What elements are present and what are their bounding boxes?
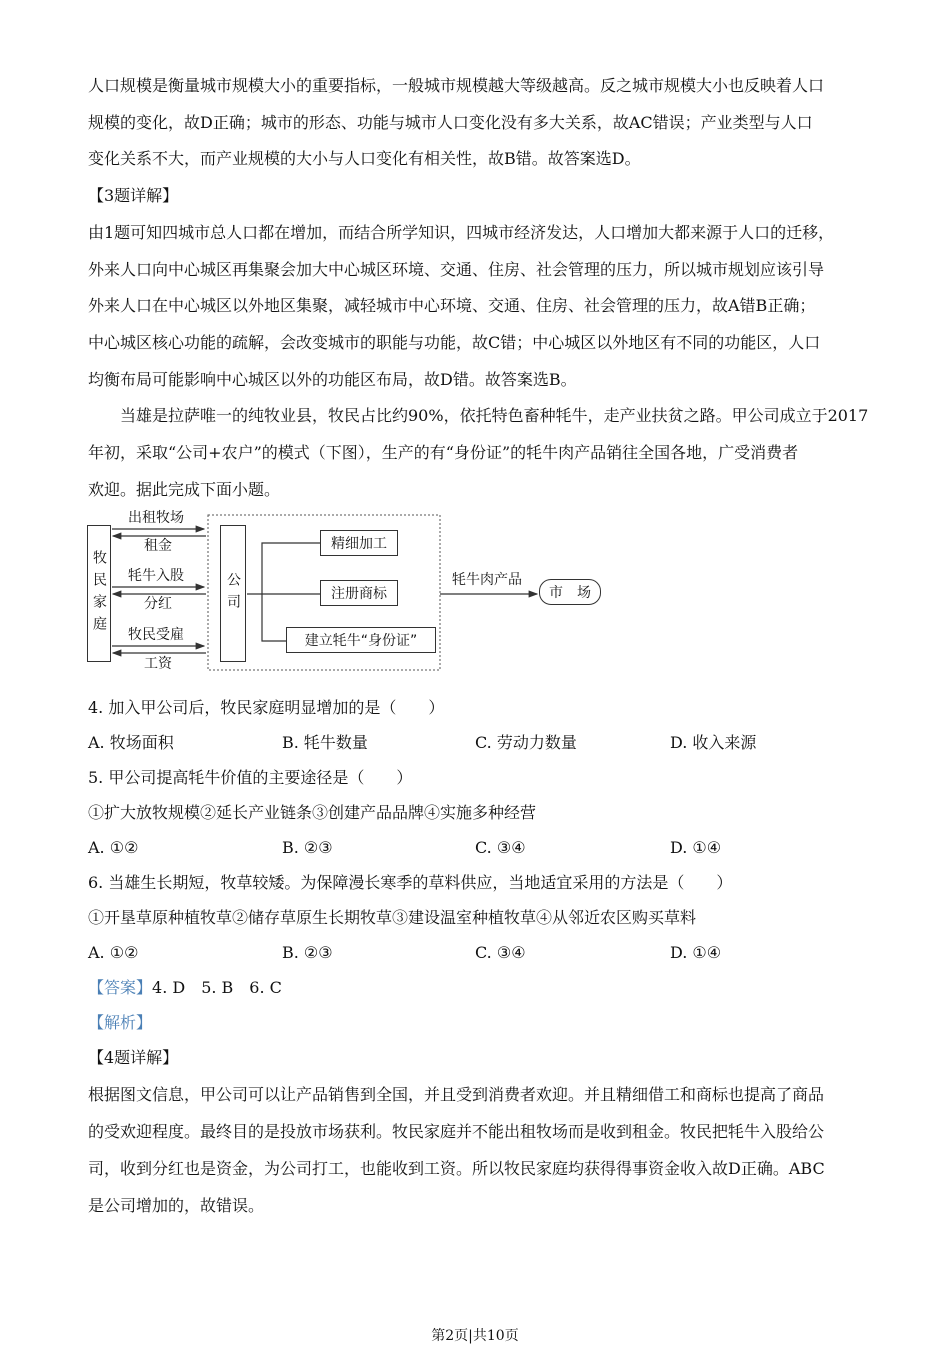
- answer-option: C. ③④: [475, 838, 526, 857]
- answer-option: D. 收入来源: [670, 733, 757, 752]
- flow-out-label: 牦牛入股: [128, 568, 184, 584]
- text-line: 根据图文信息，甲公司可以让产品销售到全国，并且受到消费者欢迎。并且精细借工和商标也提高了商品: [88, 1085, 825, 1104]
- text-line: 人口规模是衡量城市规模大小的重要指标，一般城市规模越大等级越高。反之城市规模大小也反映着人口: [88, 76, 825, 95]
- activity-label: 建立牦牛“身份证”: [304, 633, 418, 649]
- text-line: 中心城区核心功能的疏解，会改变城市的职能与功能，故C错；中心城区以外地区有不同的功能区，人口: [88, 332, 821, 352]
- text-line: 外来人口向中心城区再集聚会加大中心城区环境、交通、住房、社会管理的压力，所以城市规划应该引导: [88, 259, 825, 279]
- activity-box: [286, 627, 436, 653]
- question-items: ①开垦草原种植牧草②储存草原生长期牧草③建设温室种植牧草④从邻近农区购买草料: [88, 908, 697, 927]
- activity-box: [320, 580, 398, 606]
- flow-out-label: 出租牧场: [128, 510, 184, 526]
- answer-line: [88, 978, 282, 998]
- flow-back-label: 工资: [144, 656, 172, 672]
- text-line: 【4题详解】: [88, 1048, 179, 1067]
- answer-text: 4. D 5. B 6. C: [152, 978, 282, 997]
- question-stem: 5. 甲公司提高牦牛价值的主要途径是（ ）: [88, 768, 413, 787]
- answer-option: A. ①②: [88, 838, 139, 857]
- answer-option: C. 劳动力数量: [475, 733, 577, 752]
- text-line: 司，收到分红也是资金，为公司打工，也能收到工资。所以牧民家庭均获得得事资金收入故D正确。ABC: [88, 1159, 825, 1178]
- activity-label: 精细加工: [331, 536, 387, 552]
- answer-option: B. ②③: [282, 943, 333, 962]
- answer-option: D. ①④: [670, 943, 722, 962]
- answer-option: D. ①④: [670, 838, 722, 857]
- company-farmer-model-diagram: [80, 505, 610, 680]
- page-footer: 第2页|共10页: [431, 1328, 519, 1344]
- answer-option: C. ③④: [475, 943, 526, 962]
- activity-label: 注册商标: [331, 586, 387, 602]
- text-line: 年初，采取“公司+农户”的模式（下图），生产的有“身份证”的牦牛肉产品销往全国各地，广受消费者: [88, 443, 799, 462]
- question-stem: 4. 加入甲公司后，牧民家庭明显增加的是（ ）: [88, 698, 445, 717]
- company-label: 公司: [225, 571, 241, 616]
- text-line: 是公司增加的，故错误。: [88, 1196, 265, 1215]
- herder-family-label: 牧民家庭: [91, 549, 107, 638]
- answer-option: B. 牦牛数量: [282, 733, 368, 752]
- flow-out-label: 牧民受雇: [128, 627, 184, 643]
- answer-option: B. ②③: [282, 838, 333, 857]
- answer-option: A. ①②: [88, 943, 139, 962]
- question-stem: 6. 当雄生长期短，牧草较矮。为保障漫长寒季的草料供应，当地适宜采用的方法是（ ）: [88, 873, 733, 892]
- text-line: 外来人口在中心城区以外地区集聚，减轻城市中心环境、交通、住房、社会管理的压力，故A错B正确；: [88, 296, 816, 316]
- activity-box: [320, 530, 398, 556]
- text-line: 的受欢迎程度。最终目的是投放市场获利。牧民家庭并不能出租牧场而是收到租金。牧民把牦牛入股给公: [88, 1122, 825, 1141]
- market-label: 市 场: [549, 585, 591, 601]
- flow-back-label: 分红: [144, 596, 172, 612]
- answer-option: A. 牧场面积: [88, 733, 174, 752]
- answer-label: 【答案】: [88, 978, 153, 997]
- analysis-label: 【解析】: [88, 1013, 153, 1032]
- text-line: 当雄是拉萨唯一的纯牧业县，牧民占比约90%，依托特色畜种牦牛，走产业扶贫之路。甲公司成立于2017: [120, 406, 869, 425]
- text-line: 规模的变化，故D正确；城市的形态、功能与城市人口变化没有多大关系，故AC错误；产业类型与人口: [88, 112, 813, 132]
- company-box: [220, 525, 246, 662]
- question-items: ①扩大放牧规模②延长产业链条③创建产品品牌④实施多种经营: [88, 803, 537, 822]
- text-line: 【3题详解】: [88, 186, 179, 206]
- market-oval: [539, 579, 601, 605]
- text-line: 欢迎。据此完成下面小题。: [88, 480, 281, 499]
- text-line: 变化关系不大，而产业规模的大小与人口变化有相关性，故B错。故答案选D。: [88, 149, 641, 169]
- product-label: 牦牛肉产品: [452, 572, 522, 588]
- text-line: 均衡布局可能影响中心城区以外的功能区布局，故D错。故答案选B。: [88, 369, 577, 389]
- text-line: 由1题可知四城市总人口都在增加，而结合所学知识，四城市经济发达，人口增加大都来源于人口的迁移，: [88, 222, 835, 242]
- herder-family-box: [87, 525, 111, 662]
- flow-back-label: 租金: [144, 538, 172, 554]
